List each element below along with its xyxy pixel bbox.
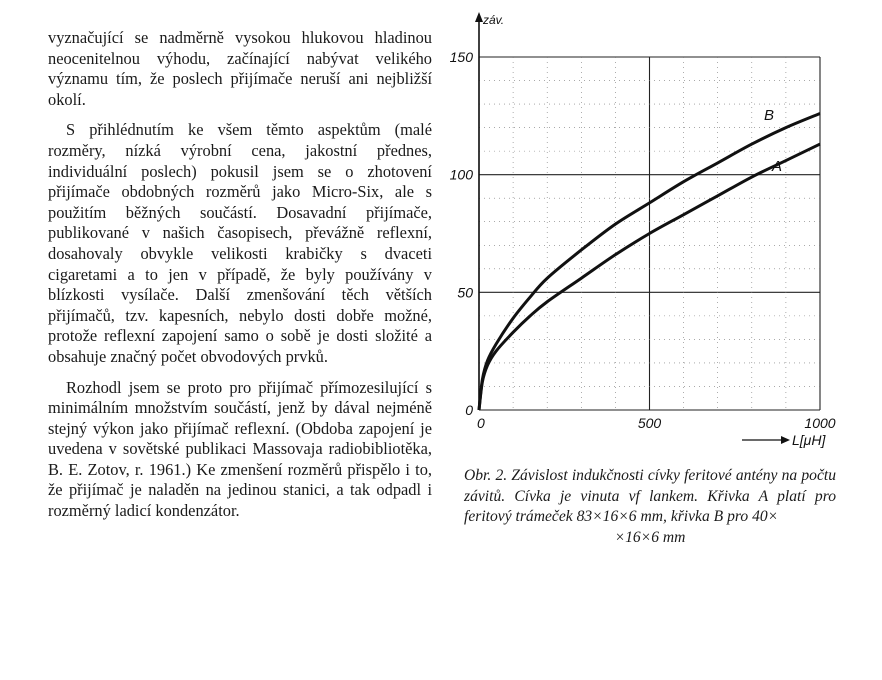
- paragraph-1: vyznačující se nadměrně vysokou hlukovou hladinou neocenitelnou výhodu, začínající nabývat velikého významu tím, že poslech přijímače neruší ani nejbližší okolí.: [48, 28, 432, 109]
- x-tick-label: 500: [637, 415, 662, 431]
- curve-label-a: A: [772, 158, 783, 175]
- x-tick-label: 1000: [804, 415, 836, 431]
- y-axis-arrow: [475, 12, 483, 22]
- inductance-chart: [444, 0, 882, 470]
- figure-caption: [464, 466, 836, 548]
- paragraph-3: Rozhodl jsem se proto pro přijímač přímozesilující s minimálním množstvím součástí, jenž by dával nejméně stejný výkon jako přijímač reflexní. (Obdoba zapojení je uvedena v sovětské publikaci Massovaja radiobibliotěka, B. E. Zotov, r. 1961.) Ke zmenšení rozměrů přispělo i to, že přijímač je naladěn na jedinou stanici, a tak odpadl i rozměrný ladicí kondenzátor.: [48, 377, 432, 521]
- figure-2: [444, 0, 882, 600]
- y-axis-label: záv.: [483, 13, 505, 27]
- article-body-text: [48, 28, 432, 522]
- caption-text-end: ×16×6 mm: [614, 528, 686, 546]
- caption-text: Obr. 2. Závislost indukčnosti cívky feritové antény na počtu závitů. Cívka je vinuta vf lankem. Křivka A platí pro feritový trámeček 83×16×6 mm, křivka B pro 40×: [464, 467, 836, 525]
- paragraph-2: S přihlédnutím ke všem těmto aspektům (malé rozměry, nízká výrobní cena, jakostní přednes, individuální poslech) pokusil jsem se o zhotovení přijímače obdobných rozměrů jako Micro-Six, ale s použitím běžných součástí. Dosavadní přijímače, publikované v našich časopisech, převážně reflexní, dosahovaly obvykle velikosti krabičky s dvaceti cigaretami a to jen v případě, že byly používány v blízkosti vysílače. Další zmenšování těch větších přijímačů, tzv. kapesních, nebylo dosti dobře možné, protože reflexní zapojení samo o sobě je dosti složité a obsahuje značný počet obvodových prvků.: [48, 120, 432, 366]
- curve-label-b: B: [764, 107, 775, 124]
- y-tick-label: 50: [457, 284, 473, 301]
- x-axis-arrow: [781, 436, 790, 444]
- x-tick-label: 0: [477, 415, 485, 431]
- y-tick-label: 0: [465, 402, 473, 418]
- y-tick-label: 150: [449, 49, 473, 65]
- y-tick-label: 100: [449, 166, 473, 183]
- x-axis-label: L[μH]: [792, 432, 826, 448]
